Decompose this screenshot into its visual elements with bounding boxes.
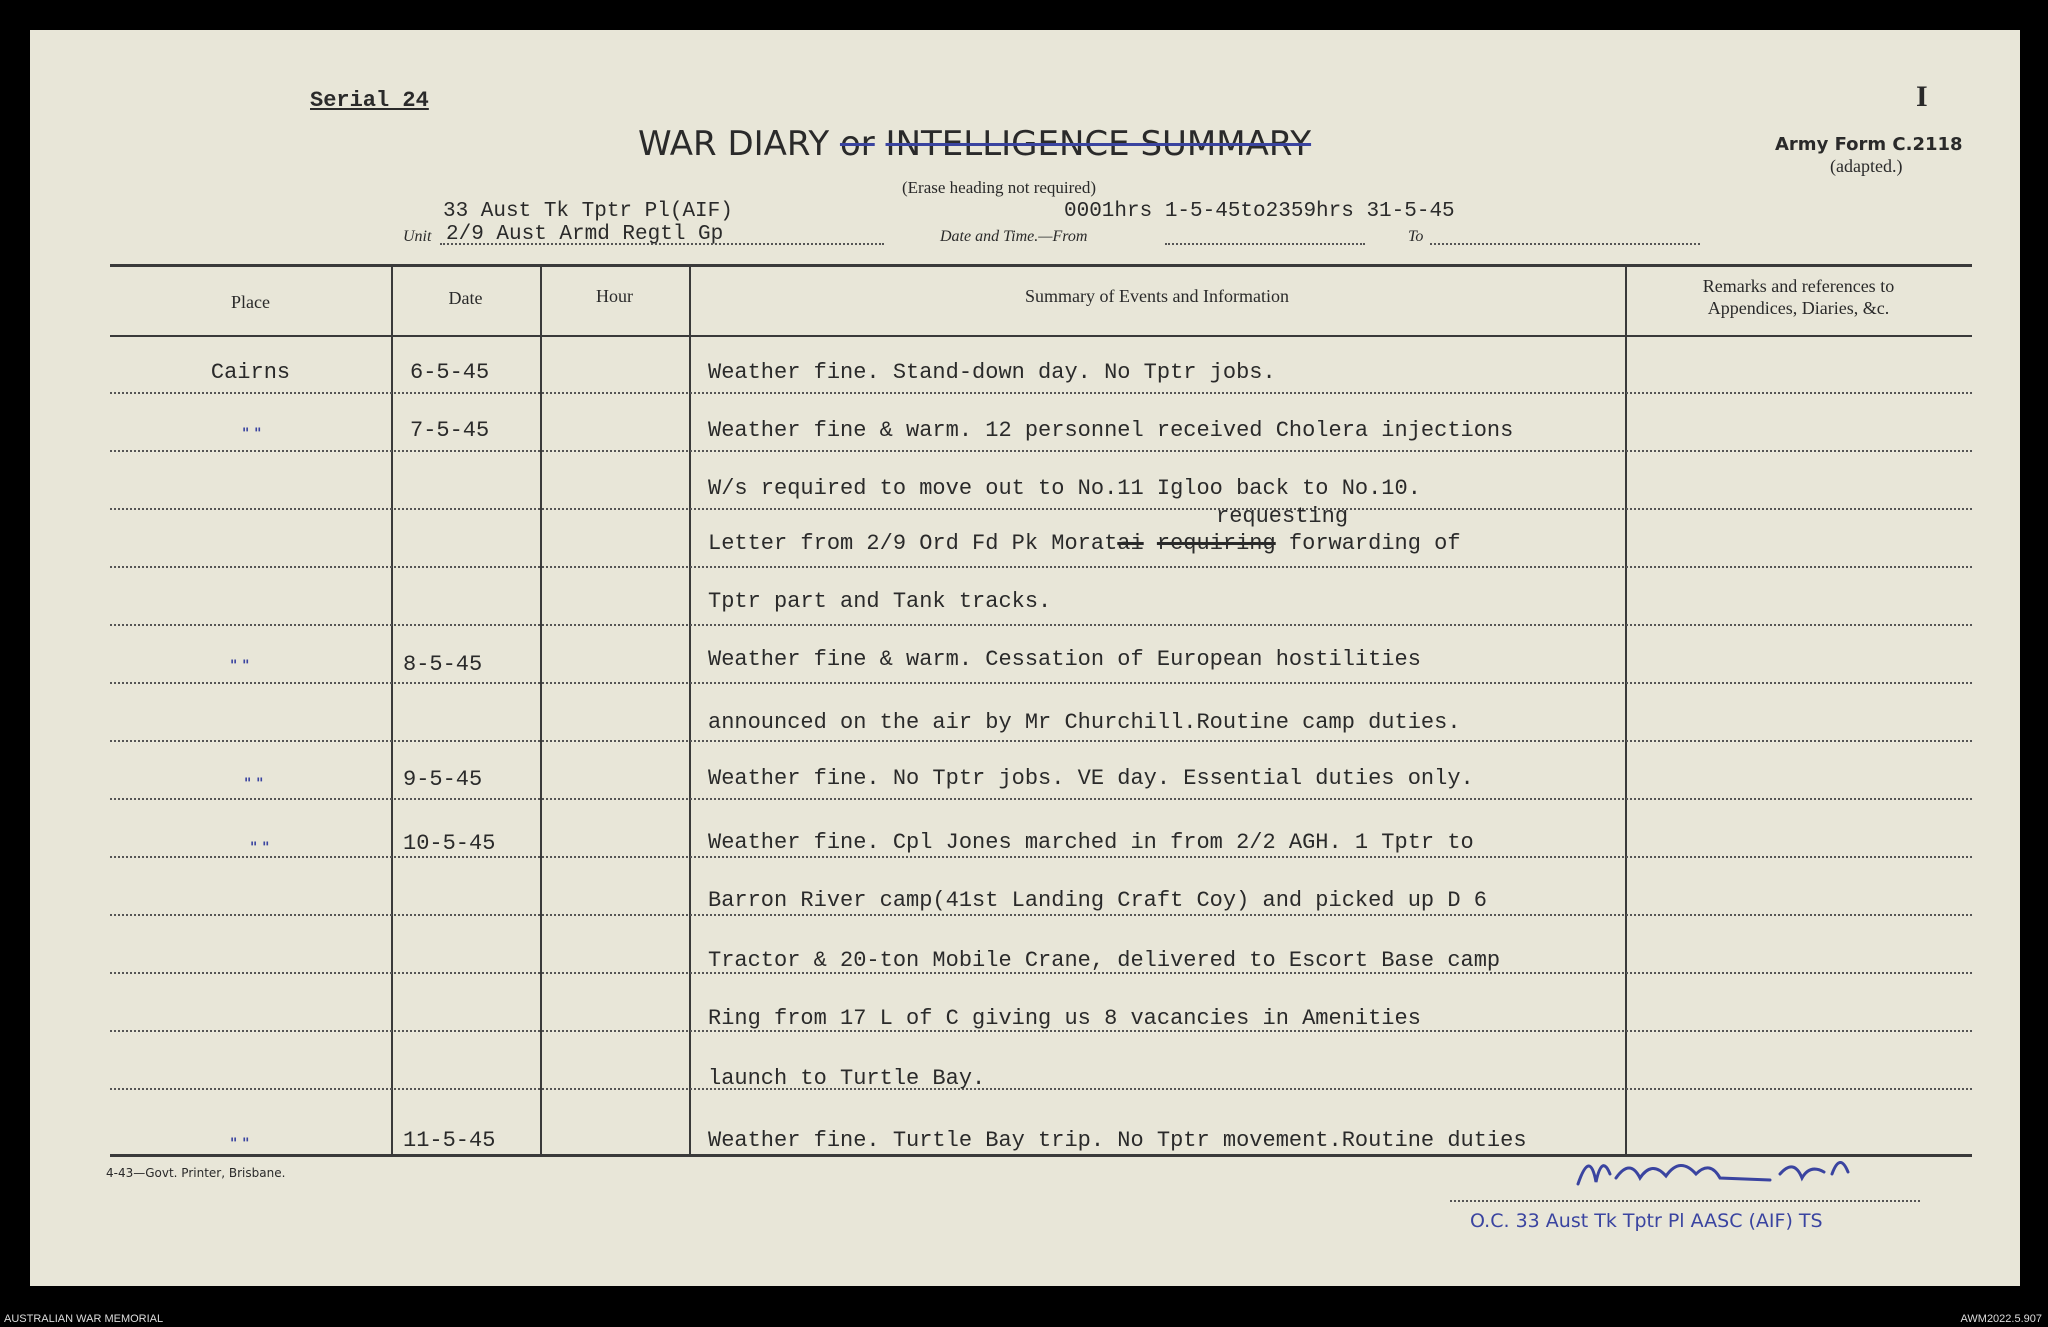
table-header-border — [110, 335, 1972, 337]
summary-text: Weather fine. Turtle Bay trip. No Tptr movement.Routine duties — [708, 1128, 1527, 1153]
table-top-border — [110, 264, 1972, 267]
col-divider-summary — [1625, 264, 1627, 1154]
date-from-underline — [1165, 243, 1365, 245]
column-header-summary: Summary of Events and Information — [1025, 286, 1289, 306]
date-cell: 10-5-45 — [403, 831, 496, 856]
struck-word: requiring — [1156, 531, 1276, 556]
serial-number: Serial 24 — [310, 88, 429, 113]
unit-line-2: 2/9 Aust Armd Regtl Gp — [446, 223, 724, 246]
unit-line-1: 33 Aust Tk Tptr Pl(AIF) — [443, 200, 733, 223]
date-cell: 9-5-45 — [403, 767, 483, 792]
summary-text: Weather fine. No Tptr jobs. VE day. Essential duties only. — [708, 766, 1474, 791]
date-range: 0001hrs 1-5-45to2359hrs 31-5-45 — [1064, 200, 1455, 223]
to-label: To — [1408, 228, 1424, 245]
summary-text: Barron River camp(41st Landing Craft Coy) and picked up D 6 — [708, 888, 1487, 913]
col-divider-hour — [689, 264, 691, 1154]
date-cell: 6-5-45 — [410, 360, 490, 385]
place-cell: Cairns — [210, 360, 291, 385]
col-divider-place — [391, 264, 393, 1154]
summary-text: W/s required to move out to No.11 Igloo back to No.10. — [708, 476, 1421, 501]
ditto-mark: " " — [250, 840, 270, 856]
title-struck: INTELLIGENCE SUMMARY — [885, 124, 1312, 164]
summary-text: Weather fine. Cpl Jones marched in from 2/2 AGH. 1 Tptr to — [708, 830, 1474, 855]
ditto-mark: " " — [230, 658, 250, 674]
col-divider-date — [540, 264, 542, 1154]
inserted-word: requesting — [1216, 504, 1349, 529]
column-header-remarks-1: Remarks and references to — [1702, 276, 1895, 296]
summary-text: Weather fine & warm. 12 personnel received Cholera injections — [708, 418, 1514, 443]
struck-letters: ai — [1117, 531, 1144, 556]
oc-stamp: O.C. 33 Aust Tk Tptr Pl AASC (AIF) TS — [1470, 1210, 1823, 1232]
archive-reference: AWM2022.5.907 — [1960, 1313, 2042, 1325]
ditto-mark: " " — [230, 1136, 250, 1152]
summary-text: Tptr part and Tank tracks. — [708, 589, 1052, 614]
summary-text: Ring from 17 L of C giving us 8 vacancies in Amenities — [708, 1006, 1421, 1031]
form-title — [638, 124, 1311, 164]
diary-page — [30, 30, 2020, 1286]
summary-text — [708, 531, 1461, 556]
row-line — [110, 856, 1972, 858]
title-or: or — [839, 124, 875, 164]
title-main: WAR DIARY — [638, 124, 830, 164]
row-line — [110, 450, 1972, 452]
column-header-remarks-2: Appendices, Diaries, &c. — [1707, 298, 1890, 318]
signature — [1570, 1144, 1890, 1204]
column-header-hour: Hour — [596, 286, 633, 306]
signature-line — [1450, 1200, 1920, 1202]
summary-text: Tractor & 20-ton Mobile Crane, delivered to Escort Base camp — [708, 948, 1501, 973]
row-line — [110, 914, 1972, 916]
unit-label: Unit — [403, 228, 432, 245]
summary-text: Weather fine. Stand-down day. No Tptr jobs. — [708, 360, 1276, 385]
summary-text: Weather fine & warm. Cessation of European hostilities — [708, 647, 1421, 672]
date-label: Date and Time.—From — [940, 228, 1088, 245]
date-cell: 7-5-45 — [410, 418, 490, 443]
date-cell: 8-5-45 — [403, 652, 483, 677]
row-line — [110, 624, 1972, 626]
row-line — [110, 798, 1972, 800]
army-form-adapted: (adapted.) — [1830, 156, 1903, 176]
row-line — [110, 566, 1972, 568]
row-line — [110, 508, 1972, 510]
summary-text: launch to Turtle Bay. — [708, 1066, 986, 1091]
row-line — [110, 1088, 1972, 1090]
summary-text-part: Letter from 2/9 Ord Fd Pk Morat — [708, 531, 1118, 556]
column-header-place: Place — [231, 292, 270, 312]
date-cell: 11-5-45 — [403, 1128, 496, 1153]
army-form-number: Army Form C.2118 — [1775, 134, 1963, 155]
summary-text: announced on the air by Mr Churchill.Routine camp duties. — [708, 710, 1461, 735]
row-line — [110, 740, 1972, 742]
ditto-mark: " " — [244, 776, 264, 792]
archive-credit: AUSTRALIAN WAR MEMORIAL — [4, 1313, 164, 1325]
ditto-mark: " " — [242, 426, 262, 442]
page-number-mark: I — [1916, 80, 1928, 113]
summary-text-part: forwarding of — [1288, 531, 1461, 556]
printer-imprint: 4-43—Govt. Printer, Brisbane. — [106, 1166, 286, 1180]
row-line — [110, 682, 1972, 684]
column-header-date: Date — [448, 288, 483, 308]
erase-note: (Erase heading not required) — [902, 178, 1096, 197]
row-line — [110, 392, 1972, 394]
date-to-underline — [1430, 243, 1700, 245]
unit-underline — [440, 243, 884, 245]
